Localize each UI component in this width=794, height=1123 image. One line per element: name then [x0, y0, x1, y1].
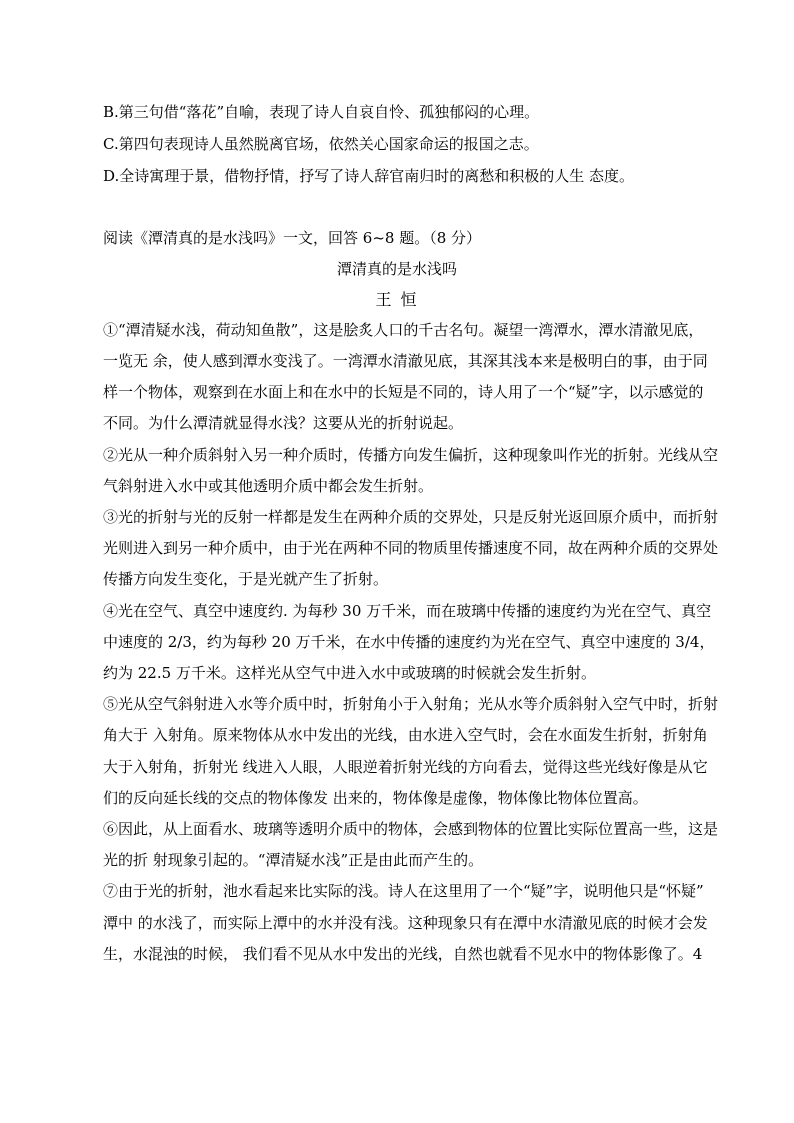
article-line: 不同。为什么潭清就显得水浅？这要从光的折射说起。	[103, 414, 464, 432]
option-c: C.第四句表现诗人虽然脱离官场，依然关心国家命运的报国之志。	[103, 135, 539, 153]
article-line: ②光从一种介质斜射入另一种介质时，传播方向发生偏折，这种现象叫作光的折射。光线从空	[103, 446, 719, 464]
article-line: ④光在空气、真空中速度约. 为每秒 30 万千米，而在玻璃中传播的速度约为光在空气、真空	[103, 602, 712, 620]
article-line: 约为 22.5 万千米。这样光从空气中进入水中或玻璃的时候就会发生折射。	[103, 664, 596, 682]
article-line: 一览无 余，使人感到潭水变浅了。一湾潭水清澈见底，其深其浅本来是极明白的事，由于同	[103, 352, 708, 370]
option-b: B.第三句借“落花”自喻，表现了诗人自哀自怜、孤独郁闷的心理。	[103, 103, 540, 121]
article-line: 角大于 入射角。原来物体从水中发出的光线，由水进入空气时，会在水面发生折射，折射角	[103, 726, 708, 744]
article-line: 光则进入到另一种介质中，由于光在两种不同的物质里传播速度不同，故在两种介质的交界处	[103, 539, 719, 557]
article-line: 们的反向延长线的交点的物体像发 出来的，物体像是虚像，物体像比物体位置高。	[103, 789, 648, 807]
article-line: ⑤光从空气斜射进入水等介质中时，折射角小于入射角；光从水等介质斜射入空气中时，折射	[103, 695, 719, 713]
article-line: 生，水混浊的时候， 我们看不见从水中发出的光线，自然也就看不见水中的物体影像了。4	[103, 945, 703, 963]
article-line: ⑦由于光的折射，池水看起来比实际的浅。诗人在这里用了一个“疑”字，说明他只是“怀疑”	[103, 882, 704, 900]
article-line: 潭中 的水浅了，而实际上潭中的水并没有浅。这种现象只有在潭中水清澈见底的时候才会发	[103, 914, 708, 932]
reading-instruction: 阅读《潭清真的是水浅吗》一文，回答 6~8 题。（8 分）	[103, 229, 482, 247]
article-author: 王 恒	[375, 290, 419, 309]
article-line: 样一个物体，观察到在水面上和在水中的长短是不同的，诗人用了一个“疑”字，以示感觉的	[103, 383, 704, 401]
article-line: 大于入射角，折射光 线进入人眼，人眼逆着折射光线的方向看去，觉得这些光线好像是从它	[103, 758, 708, 776]
article-title: 潭清真的是水浅吗	[336, 260, 457, 278]
article-line: 中速度的 2/3，约为每秒 20 万千米，在水中传播的速度约为光在空气、真空中速度的 3/4，	[103, 633, 715, 651]
article-line: ③光的折射与光的反射一样都是发生在两种介质的交界处，只是反射光返回原介质中，而折射	[103, 508, 719, 526]
article-line: 传播方向发生变化，于是光就产生了折射。	[103, 570, 389, 588]
article-line: 光的折 射现象引起的。“潭清疑水浅”正是由此而产生的。	[103, 851, 484, 869]
option-d: D.全诗寓理于景，借物抒情，抒写了诗人辞官南归时的离愁和积极的人生 态度。	[103, 167, 635, 185]
article-line: ①“潭清疑水浅，荷动知鱼散”，这是脍炙人口的千古名句。凝望一湾潭水，潭水清澈见底，	[103, 321, 704, 339]
article-line: 气斜射进入水中或其他透明介质中都会发生折射。	[103, 477, 434, 495]
article-line: ⑥因此，从上面看水、玻璃等透明介质中的物体，会感到物体的位置比实际位置高一些，这是	[103, 820, 719, 838]
